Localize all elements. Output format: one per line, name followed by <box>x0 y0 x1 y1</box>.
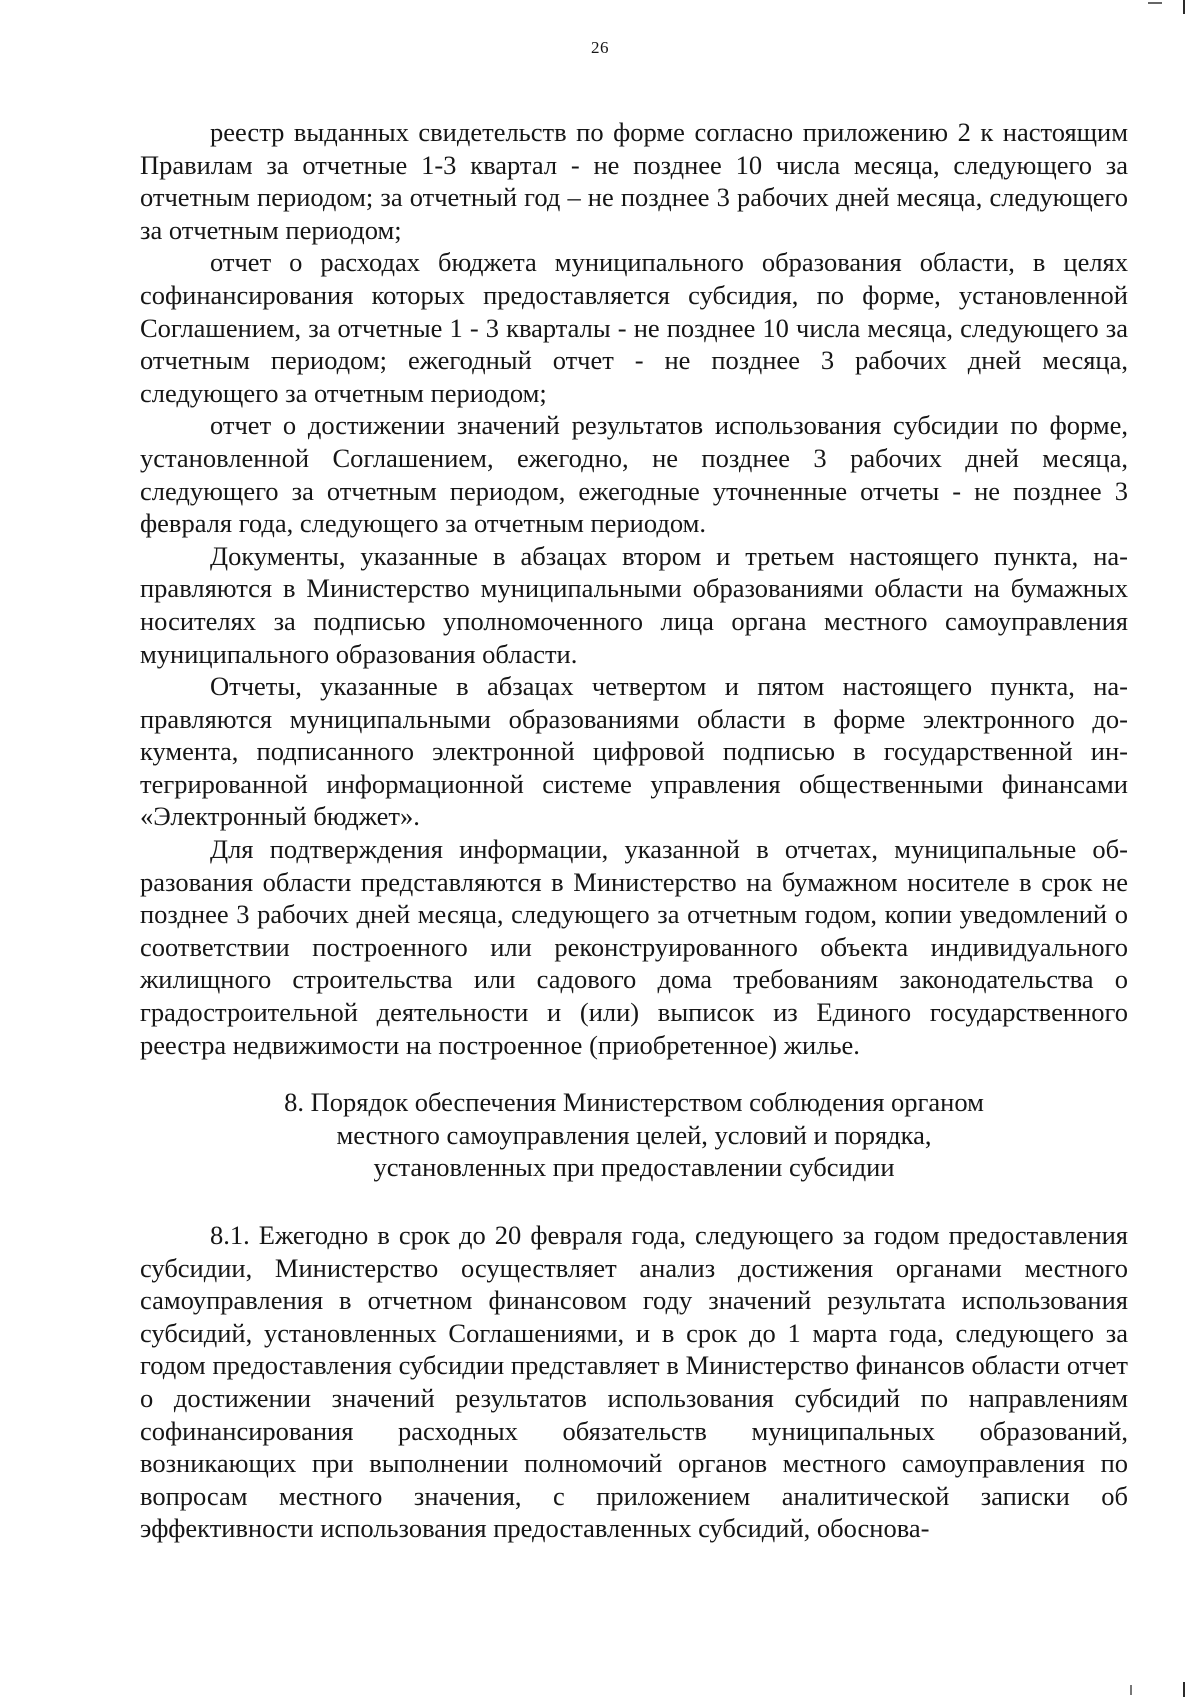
paragraph-budget-report: отчет о расходах бюджета муниципального образования области, в целях софинансирования которых предоставляется субсидия, по форме, установленной Соглашением, за отчетные 1 - 3 кварталы - не позднее 10 числа месяца, следующего за отчетным периодом; ежегодный отчет - не позднее 3 рабочих дней месяца, следующего за отчетным периодом; <box>140 247 1128 408</box>
paragraph-registry: реестр выданных свидетельств по форме согласно приложению 2 к настоящим Правилам за отчетные 1-3 квартал - не позднее 10 числа месяца, следующего за отчетным периодом; за отчетный год – не позднее 3 рабочих дней месяца, следующего за отчетным периодом; <box>140 117 1128 245</box>
section-heading-line-2: местного самоуправления целей, условий и порядка, <box>336 1119 932 1150</box>
page-number: 26 <box>591 38 609 57</box>
section-heading <box>140 1086 1128 1184</box>
paragraph-documents: Документы, указанные в абзацах втором и третьем настоящего пункта, направляются в Министерство муниципальными образованиями области на бумажных носителях за подписью уполномоченного лица органа местного самоуправления муниципального образования области. <box>140 540 1128 669</box>
section-heading-line-1: 8. Порядок обеспечения Министерством соблюдения органом <box>284 1087 984 1117</box>
body-text-bottom <box>140 1219 1128 1545</box>
paragraph-confirmation: Для подтверждения информации, указанной в отчетах, муниципальные образования области представляются в Министерство на бумажном носителе в срок не позднее 3 рабочих дней месяца, следующего за отчетным годом, копии уведомлений о соответствии построенного или реконструированного объекта индивидуального жилищного строительства или садового дома требованиям законодательства о градостроительной деятельности и (или) выписок из Единого государственного реестра недвижимости на построенное (приобретенное) жилье. <box>140 834 1128 1060</box>
paragraph-8-1: 8.1. Ежегодно в срок до 20 февраля года, следующего за годом предоставления субсидии, Министерство осуществляет анализ достижения органами местного самоуправления в отчетном финансовом году значений результата использования субсидий, установленных Соглашениями, и в срок до 1 марта года, следующего за годом предоставления субсидии представляет в Министерство финансов области отчет о достижении значений результатов использования субсидий по направлениям софинансирования расходных обязательств муниципальных образований, возникающих при выполнении полномочий органов местного самоуправления по вопросам местного значения, с приложением аналитической записки об эффективности использования предоставленных субсидий, обоснова- <box>140 1220 1128 1544</box>
section-heading-line-3: установленных при предоставлении субсидии <box>373 1152 895 1183</box>
scan-mark-bottom-right <box>1183 1682 1185 1697</box>
body-text-top <box>140 116 1128 1061</box>
paragraph-electronic-reports: Отчеты, указанные в абзацах четвертом и пятом настоящего пункта, направляются муниципальными образованиями области в форме электронного документа, подписанного электронной цифровой подписью в государственной интегрированной информационной системе управления общественными финансами «Электронный бюджет». <box>140 671 1128 832</box>
paragraph-results-report: отчет о достижении значений результатов использования субсидии по форме, установленной Соглашением, ежегодно, не позднее 3 рабочих дней месяца, следующего за отчетным периодом, ежегодные уточненные отчеты - не позднее 3 февраля года, следующего за отчетным периодом. <box>140 410 1128 539</box>
scan-mark-top-right <box>1183 0 1185 14</box>
scan-mark-bottom-left <box>1130 1685 1132 1695</box>
scan-mark-top-dots <box>1148 2 1162 4</box>
